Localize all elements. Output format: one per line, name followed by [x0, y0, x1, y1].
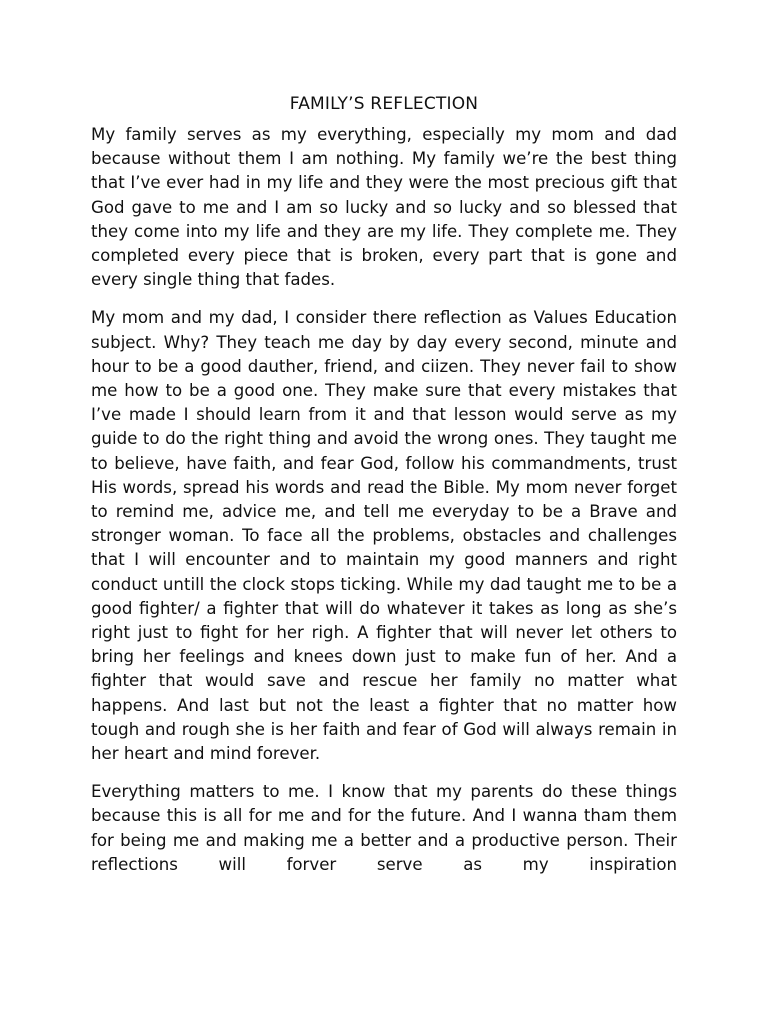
paragraph-2: My mom and my dad, I consider there reflection as Values Education subject. Why? They teach me day by day every second, minute and hour to be a good dauther, friend, and ciizen. They never fail to show me how to be a good one. They make sure that every mistakes that I’ve made I should learn from it and that lesson would serve as my guide to do the right thing and avoid the wrong ones. They taught me to believe, have faith, and fear God, follow his commandments, trust His words, spread his words and read the Bible. My mom never forget to remind me, advice me, and tell me everyday to be a Brave and stronger woman. To face all the problems, obstacles and challenges that I will encounter and to maintain my good manners and right conduct untill the clock stops ticking. While my dad taught me to be a good fighter/ a fighter that will do whatever it takes as long as she’s right just to fight for her righ. A fighter that will never let others to bring her feelings and knees down just to make fun of her. And a fighter that would save and rescue her family no matter what happens. And last but not the least a fighter that no matter how tough and rough she is her faith and fear of God will always remain in her heart and mind forever. — [91, 308, 677, 764]
document-page — [91, 93, 677, 877]
paragraph-3: Everything matters to me. I know that my parents do these things because this is all for me and for the future. And I wanna tham them for being me and making me a better and a productive person. Their reflections will forver serve as my inspiration — [91, 782, 677, 874]
document-title: FAMILY’S REFLECTION — [289, 94, 479, 114]
paragraph-1: My family serves as my everything, especially my mom and dad because without them I am nothing. My family we’re the best thing that I’ve ever had in my life and they were the most precious gift that God gave to me and I am so lucky and so lucky and so blessed that they come into my life and they are my life. They complete me. They completed every piece that is broken, every part that is gone and every single thing that fades. — [91, 125, 677, 290]
